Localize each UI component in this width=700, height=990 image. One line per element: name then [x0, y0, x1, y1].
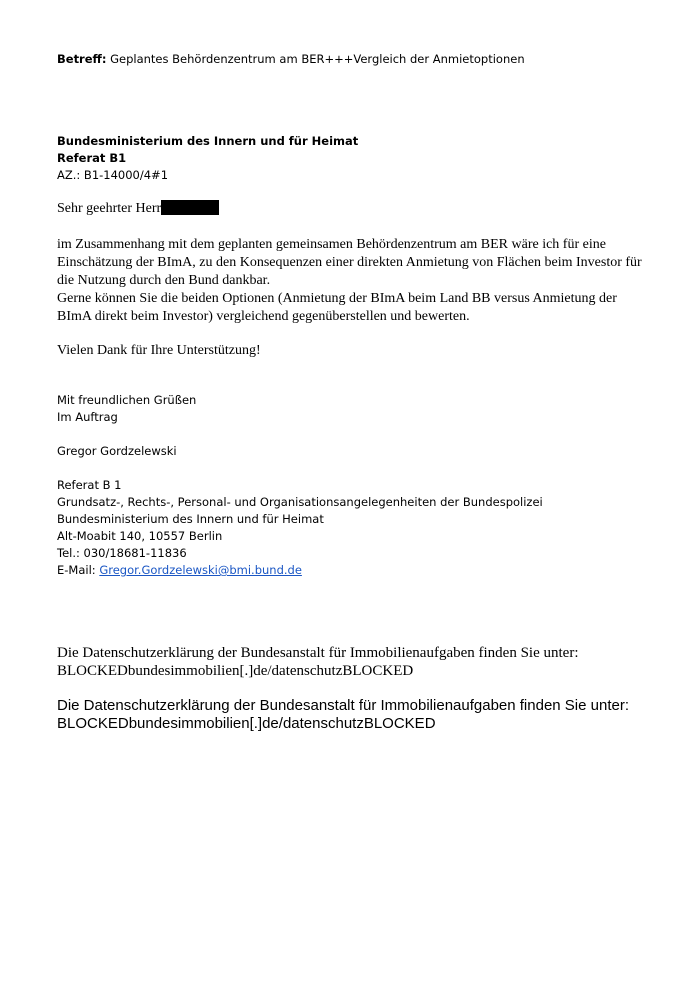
privacy-notice-line: Die Datenschutzerklärung der Bundesanstalt für Immobilienaufgaben finden Sie unter:	[57, 645, 579, 661]
recipient-block	[57, 133, 358, 184]
privacy-notice-line: Die Datenschutzerklärung der Bundesanstalt für Immobilienaufgaben finden Sie unter:	[57, 697, 630, 714]
email-link[interactable]: Gregor.Gordzelewski@bmi.bund.de	[99, 563, 302, 577]
body-text	[57, 236, 642, 326]
body-line: Einschätzung der BImA, zu den Konsequenzen einer direkten Anmietung von Flächen beim Investor für	[57, 255, 642, 270]
body-line: BImA direkt beim Investor) vergleichend gegenüberstellen und bewerten.	[57, 309, 470, 324]
privacy-url: BLOCKEDbundesimmobilien[.]de/datenschutzBLOCKED	[57, 663, 414, 679]
signature-block	[57, 477, 543, 579]
sender-name-text: Gregor Gordzelewski	[57, 444, 177, 458]
recipient-unit: Referat B1	[57, 151, 127, 165]
signature-address: Alt-Moabit 140, 10557 Berlin	[57, 529, 223, 543]
signature-ministry: Bundesministerium des Innern und für Heimat	[57, 512, 324, 526]
closing-on-behalf: Im Auftrag	[57, 410, 118, 424]
subject-line	[57, 51, 525, 68]
closing-block	[57, 392, 196, 426]
email-label: E-Mail:	[57, 563, 96, 577]
privacy-notice-serif	[57, 644, 579, 680]
body-line: die Nutzung durch den Bund dankbar.	[57, 273, 271, 288]
signature-phone: Tel.: 030/18681-11836	[57, 546, 187, 560]
salutation	[57, 200, 219, 218]
redaction-bar	[161, 200, 219, 215]
reference-number: AZ.: B1-14000/4#1	[57, 168, 169, 182]
body-line: Gerne können Sie die beiden Optionen (Anmietung der BImA beim Land BB versus Anmietung der	[57, 291, 617, 306]
sender-name	[57, 443, 177, 460]
signature-email-line	[57, 562, 543, 579]
thanks-line	[57, 342, 261, 360]
thanks-text: Vielen Dank für Ihre Unterstützung!	[57, 343, 261, 358]
subject-label: Betreff:	[57, 52, 107, 66]
salutation-text: Sehr geehrter Herr	[57, 201, 162, 216]
privacy-notice-sans	[57, 697, 629, 733]
recipient-org: Bundesministerium des Innern und für Heimat	[57, 134, 359, 148]
body-line: im Zusammenhang mit dem geplanten gemeinsamen Behördenzentrum am BER wäre ich für eine	[57, 237, 606, 252]
signature-dept: Grundsatz-, Rechts-, Personal- und Organisationsangelegenheiten der Bundespolizei	[57, 495, 543, 509]
privacy-url: BLOCKEDbundesimmobilien[.]de/datenschutzBLOCKED	[57, 715, 436, 732]
subject-text: Geplantes Behördenzentrum am BER+++Vergleich der Anmietoptionen	[110, 52, 525, 66]
signature-unit: Referat B 1	[57, 478, 122, 492]
closing-greeting: Mit freundlichen Grüßen	[57, 393, 197, 407]
